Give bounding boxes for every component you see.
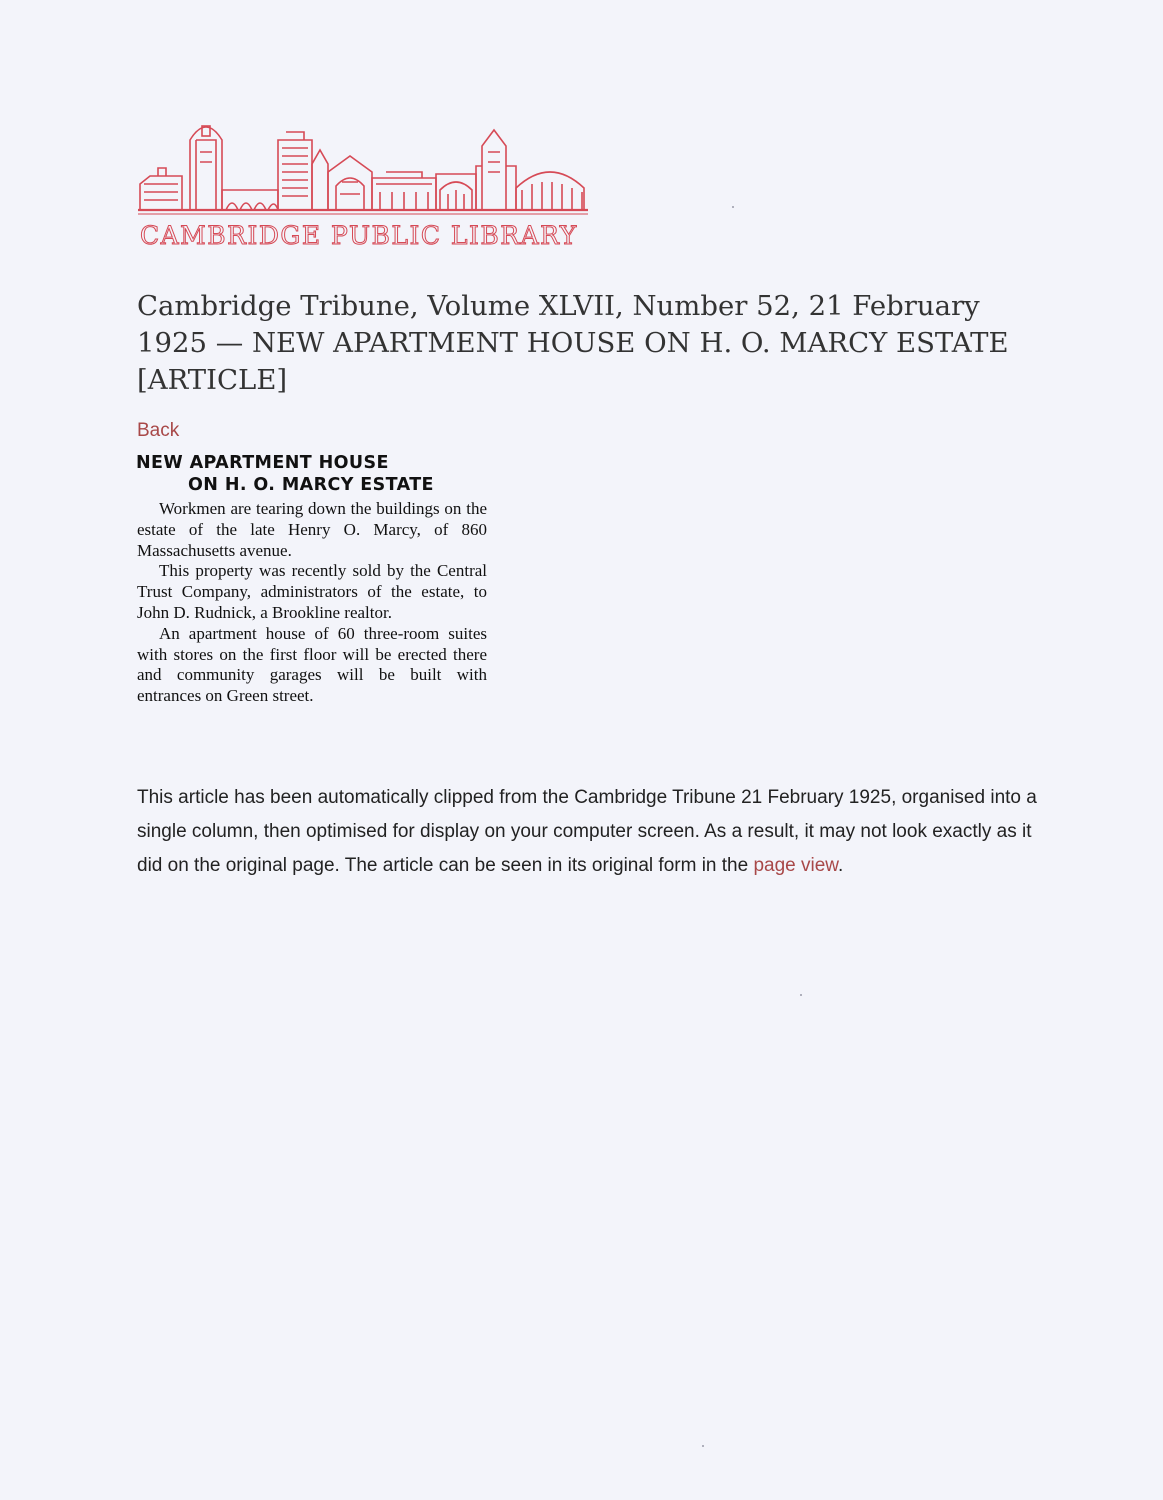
- scan-speck: [732, 206, 734, 208]
- clipping-note: [137, 781, 1047, 883]
- article-paragraph: This property was recently sold by the Central Trust Company, administrators of the estate, to John D. Rudnick, a Brookline realtor.: [137, 561, 487, 622]
- back-link[interactable]: Back: [137, 420, 180, 441]
- note-text: This article has been automatically clipped from the Cambridge Tribune 21 February 1925, organised into a single column, then optimised for display on your computer screen. As a result, it may not look exactly as it did on the original page. The article can be seen in its original form in the: [137, 787, 1037, 876]
- article-paragraph: Workmen are tearing down the buildings on the estate of the late Henry O. Marcy, of 860 Massachusetts avenue.: [137, 499, 487, 560]
- article-headline: [136, 452, 490, 496]
- page-title: Cambridge Tribune, Volume XLVII, Number 52, 21 February 1925 — NEW APARTMENT HOUSE ON H. O. MARCY ESTATE [ARTICLE]: [137, 290, 1009, 396]
- headline-line-1: NEW APARTMENT HOUSE: [136, 453, 389, 473]
- logo-wordmark: CAMBRIDGE PUBLIC LIBRARY: [140, 221, 578, 250]
- headline-line-2: ON H. O. MARCY ESTATE: [188, 475, 434, 495]
- scan-speck: [702, 1445, 704, 1447]
- article-body: [134, 499, 487, 707]
- page-view-link[interactable]: page view: [753, 855, 838, 876]
- library-logo: [136, 112, 592, 254]
- article-clipping: [134, 452, 490, 707]
- scan-speck: [800, 994, 802, 996]
- article-paragraph: An apartment house of 60 three-room suites with stores on the first floor will be erected there and community garages will be built with entrances on Green street.: [137, 623, 487, 706]
- library-skyline-icon: [136, 112, 592, 254]
- note-end: .: [837, 855, 844, 876]
